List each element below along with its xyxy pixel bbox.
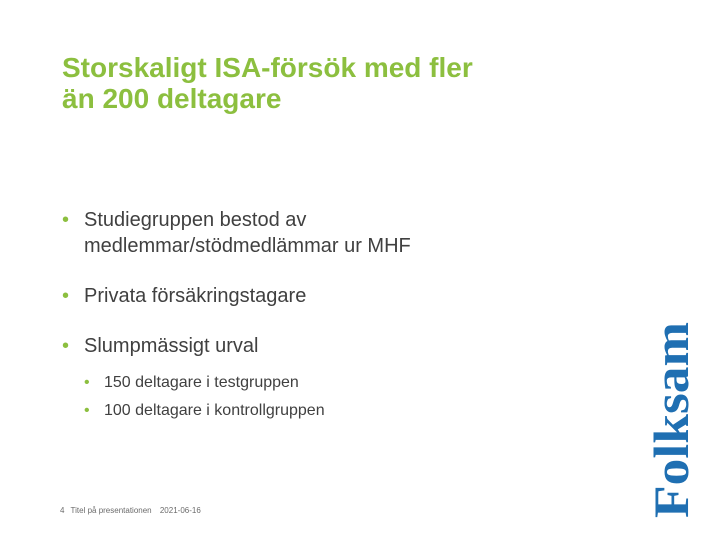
sub-bullet-text: 150 deltagare i testgruppen <box>104 374 299 391</box>
presentation-date: 2021-06-16 <box>159 506 201 515</box>
bullet-text-line: Slumpmässigt urval <box>84 335 259 357</box>
bullet-item-private-insured <box>62 283 602 309</box>
folksam-logo-text: Folksam <box>643 334 699 518</box>
bullet-text <box>84 207 602 259</box>
bullet-text <box>84 283 602 309</box>
bullet-text-line: Studiegruppen bestod av <box>84 209 307 231</box>
sub-bullet-test-group <box>84 369 602 397</box>
bullet-marker: • <box>84 402 90 419</box>
slide-footer <box>60 506 201 516</box>
bullet-text <box>84 333 602 359</box>
page-number: 4 <box>60 506 65 515</box>
sub-bullet-list <box>84 369 602 425</box>
bullet-marker: • <box>62 285 70 307</box>
folksam-logo <box>643 322 699 518</box>
bullet-marker: • <box>62 209 70 231</box>
sub-bullet-text: 100 deltagare i kontrollgruppen <box>104 402 325 419</box>
bullet-list <box>62 207 602 449</box>
slide-title <box>62 52 622 114</box>
bullet-text-line: Privata försäkringstagare <box>84 285 307 307</box>
presentation-title: Titel på presentationen <box>70 506 152 515</box>
bullet-marker: • <box>84 374 90 391</box>
slide-title-line-2: än 200 deltagare <box>62 83 282 114</box>
slide-title-line-1: Storskaligt ISA-försök med fler <box>62 52 473 83</box>
bullet-item-study-group <box>62 207 602 259</box>
sub-bullet-control-group <box>84 397 602 425</box>
bullet-item-random-selection <box>62 333 602 425</box>
bullet-text-line: medlemmar/stödmedlämmar ur MHF <box>84 235 411 257</box>
bullet-marker: • <box>62 335 70 357</box>
